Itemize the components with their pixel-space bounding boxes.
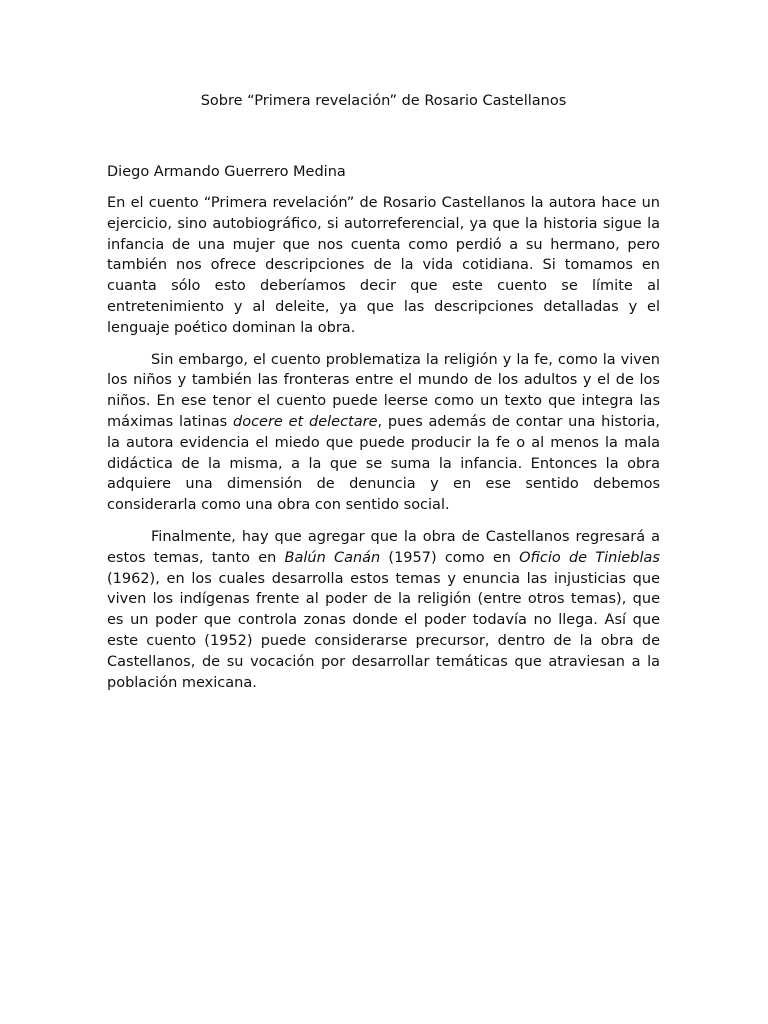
document-title: Sobre “Primera revelación” de Rosario Castellanos bbox=[200, 93, 567, 109]
book-title-balun-canan: Balún Canán bbox=[284, 549, 381, 566]
paragraph-1: En el cuento “Primera revelación” de Rosario Castellanos la autora hace un ejercicio, sino autobiográfico, si autorreferencial, ya que la historia sigue la infancia de una mujer que nos cuenta como perdió a su hermano, pero también nos ofrece descripciones de la vida cotidiana. Si tomamos en cuanta sólo esto deberíamos decir que este cuento se límite al entretenimiento y al deleite, ya que las descripciones detalladas y el lenguaje poético dominan la obra. bbox=[107, 195, 660, 336]
paragraph-2 bbox=[107, 350, 660, 516]
book-title-oficio-de-tinieblas: Oficio de Tinieblas bbox=[519, 549, 660, 566]
paragraph-2-text-a: Sin embargo, el cuento problematiza la religión y la fe, como la viven los niños y también las fronteras entre el mundo de los adultos y el de los niños. En ese tenor el cuento puede leerse como un texto que integra las máximas latinas bbox=[107, 351, 660, 430]
paragraph-3-text-b: (1957) como en bbox=[380, 549, 520, 566]
paragraph-3-text-a: Finalmente, hay que agregar que la obra de Castellanos regresará a estos temas, tanto en bbox=[107, 528, 660, 566]
paragraph-3-text-c: (1962), en los cuales desarrolla estos temas y enuncia las injusticias que viven los indígenas frente al poder de la religión (entre otros temas), que es un poder que controla zonas donde el poder todavía no llega. Así que este cuento (1952) puede considerarse precursor, dentro de la obra de Castellanos, de su vocación por desarrollar temáticas que atraviesan a la población mexicana. bbox=[107, 570, 660, 691]
paragraph-2-text-b: , pues además de contar una historia, la autora evidencia el miedo que puede producir la fe o al menos la mala didáctica de la misma, a la que se suma la infancia. Entonces la obra adquiere una dimensión de denuncia y en ese sentido debemos considerarla como una obra con sentido social. bbox=[107, 413, 660, 514]
document-page bbox=[107, 91, 660, 693]
paragraph-3 bbox=[107, 527, 660, 693]
latin-phrase: docere et delectare bbox=[233, 413, 378, 430]
author-name: Diego Armando Guerrero Medina bbox=[107, 164, 346, 180]
